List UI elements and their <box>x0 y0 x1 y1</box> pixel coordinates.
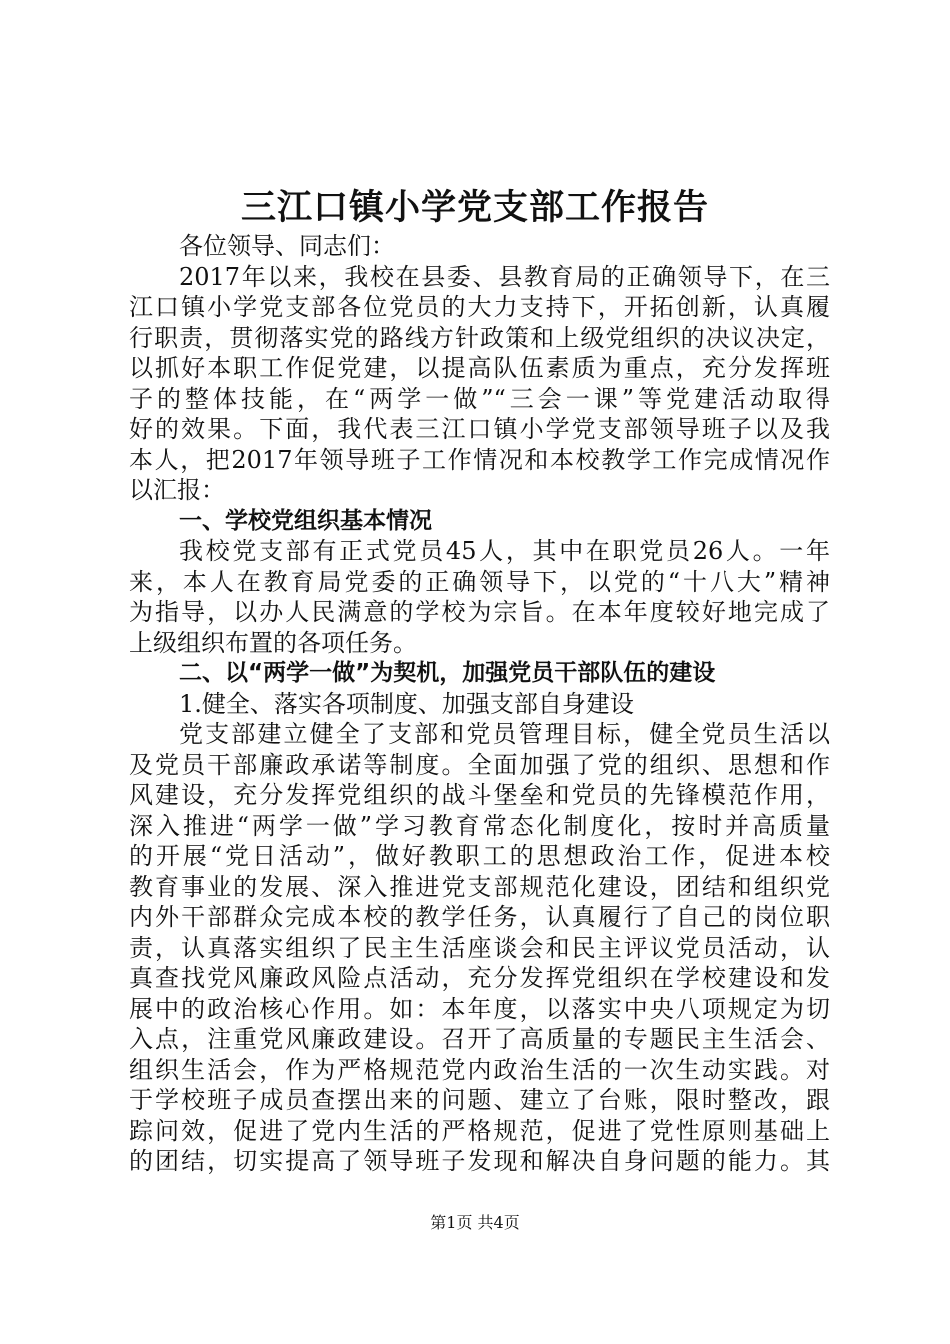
document-title: 三江口镇小学党支部工作报告 <box>240 187 709 228</box>
text-line: 本人，把2017年领导班子工作情况和本校教学工作完成情况作 <box>129 445 830 474</box>
text-line: 展中的政治核心作用。如：本年度，以落实中央八项规定为切 <box>129 994 830 1023</box>
document-body <box>129 231 830 1177</box>
text-line: 入点，注重党风廉政建设。召开了高质量的专题民主生活会、 <box>129 1025 830 1053</box>
text-line: 党支部建立健全了支部和党员管理目标，健全党员生活以 <box>179 720 830 748</box>
text-line: 子的整体技能，在“两学一做”“三会一课”等党建活动取得 <box>129 384 830 413</box>
text-line: 以抓好本职工作促党建，以提高队伍素质为重点，充分发挥班 <box>129 354 830 382</box>
text-line: 来，本人在教育局党委的正确领导下，以党的“十八大”精神 <box>129 567 830 596</box>
text-line: 风建设，充分发挥党组织的战斗堡垒和党员的先锋模范作用， <box>129 781 830 809</box>
text-line: 踪问效，促进了党内生活的严格规范，促进了党性原则基础上 <box>129 1116 830 1145</box>
text-line: 1.健全、落实各项制度、加强支部自身建设 <box>179 689 634 718</box>
text-line: 上级组织布置的各项任务。 <box>129 628 417 657</box>
text-line: 组织生活会，作为严格规范党内政治生活的一次生动实践。对 <box>129 1055 830 1084</box>
page-footer: 第1页 共4页 <box>430 1213 520 1232</box>
section-heading: 二、以“两学一做”为契机，加强党员干部队伍的建设 <box>179 660 716 686</box>
section-heading: 一、学校党组织基本情况 <box>179 507 432 534</box>
text-line: 行职责，贯彻落实党的路线方针政策和上级党组织的决议决定， <box>129 323 830 352</box>
text-line: 教育事业的发展、深入推进党支部规范化建设，团结和组织党 <box>129 872 830 901</box>
text-line: 内外干部群众完成本校的教学任务，认真履行了自己的岗位职 <box>129 903 830 931</box>
text-line: 以汇报： <box>129 476 225 504</box>
text-line: 的团结，切实提高了领导班子发现和解决自身问题的能力。其 <box>129 1147 830 1175</box>
text-line: 我校党支部有正式党员45人，其中在职党员26人。一年 <box>179 537 830 565</box>
text-line: 为指导，以办人民满意的学校为宗旨。在本年度较好地完成了 <box>129 598 830 626</box>
text-line: 真查找党风廉政风险点活动，充分发挥党组织在学校建设和发 <box>129 964 830 992</box>
text-line: 责，认真落实组织了民主生活座谈会和民主评议党员活动，认 <box>129 933 830 962</box>
text-line: 好的效果。下面，我代表三江口镇小学党支部领导班子以及我 <box>129 415 830 443</box>
text-line: 各位领导、同志们： <box>179 232 395 260</box>
text-line: 及党员干部廉政承诺等制度。全面加强了党的组织、思想和作 <box>129 750 830 779</box>
text-line: 江口镇小学党支部各位党员的大力支持下，开拓创新，认真履 <box>129 293 830 321</box>
text-line: 于学校班子成员查摆出来的问题、建立了台账，限时整改，跟 <box>129 1086 830 1114</box>
text-line: 的开展“党日活动”，做好教职工的思想政治工作，促进本校 <box>129 842 830 870</box>
text-line: 2017年以来，我校在县委、县教育局的正确领导下，在三 <box>179 262 830 291</box>
text-line: 深入推进“两学一做”学习教育常态化制度化，按时并高质量 <box>129 811 830 840</box>
